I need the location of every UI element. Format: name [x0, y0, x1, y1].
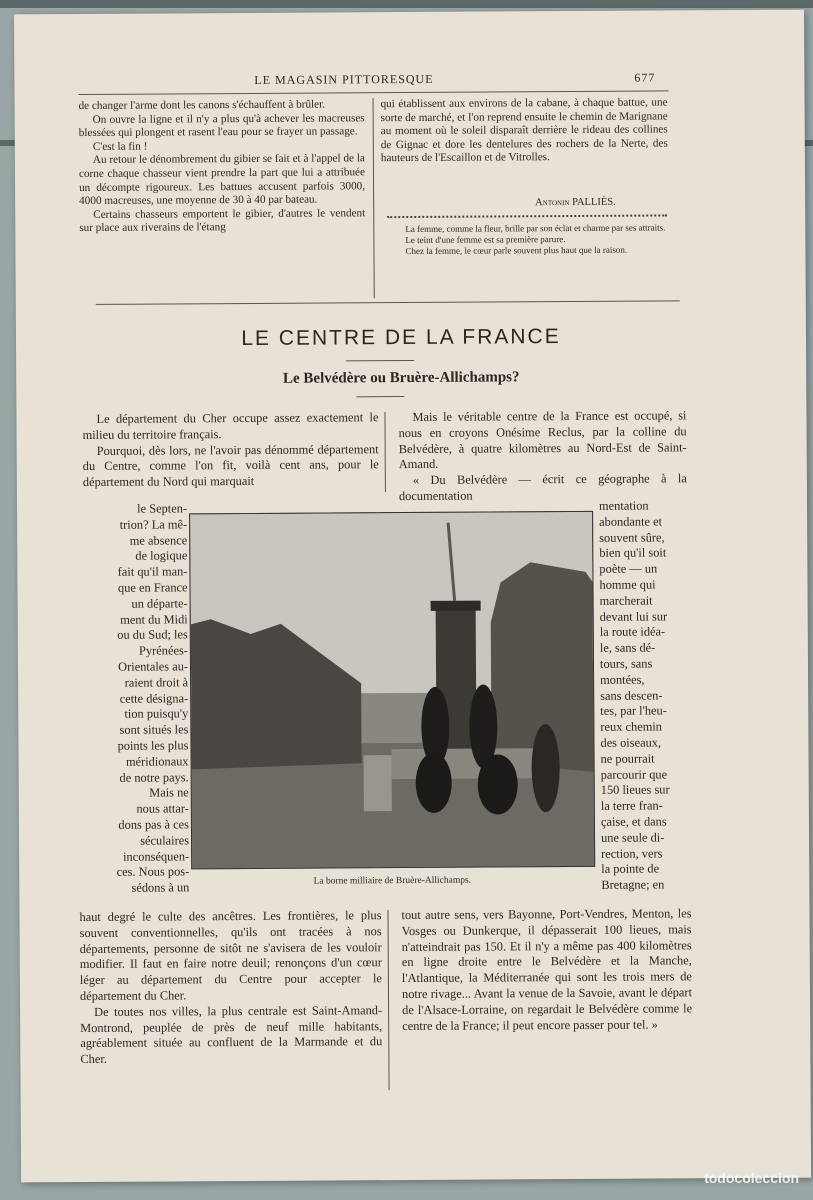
quotes-block [395, 222, 670, 257]
quote: Chez la femme, le cœur parle souvent plus haut que la raison. [405, 244, 628, 257]
right-column-top [398, 408, 687, 505]
text-line: la terre fran- [600, 798, 663, 813]
left-narrow-column [77, 501, 189, 897]
column-divider [387, 910, 389, 1090]
text-line: ces. Nous pos- [116, 864, 190, 880]
paragraph: de changer l'arme dont les canons s'échauffent à brûler. [78, 98, 326, 113]
text-line: ne pourrait [600, 751, 655, 766]
wood-plank [0, 0, 813, 8]
paragraph: Au retour le dénombrement du gibier se fait et à l'appel de la corne chaque chasseur vient prendre la part que lui a attribuée un décompte rigoureux. Les battues accusent parfois 3000, 4000 macreuses, une moyenne de 30 à 40 par bateau. [78, 152, 366, 208]
text-line: fait qu'il man- [117, 564, 188, 579]
top-right-column [381, 96, 668, 166]
paragraph: C'est la fin ! [92, 140, 148, 153]
text-line: nous attar- [136, 801, 189, 816]
text-line: me absence [129, 532, 188, 548]
text-line: rection, vers [601, 845, 663, 861]
text-line: de notre pays. [119, 769, 189, 785]
text-line: sans descen- [600, 688, 663, 703]
text-line: raient droit à [124, 675, 189, 690]
text-line: Bretagne; en [601, 877, 665, 892]
paragraph: Certains chasseurs emportent le gibier, d'autres le vendent sur place aux riverains de l'étang [79, 207, 366, 235]
text-line: marcherait [599, 593, 653, 608]
text-line: dons pas à ces [118, 817, 190, 832]
text-line: que en France [117, 580, 188, 595]
running-title: LE MAGASIN PITTORESQUE [254, 71, 434, 87]
photo-illustration [190, 512, 594, 868]
text-line: inconséquen- [123, 848, 190, 864]
paragraph: haut degré le culte des ancêtres. Les frontières, le plus souvent conventionnelles, qu'ils ont tracées à nos départements, personne de sitôt ne s'avisera de les vouloir modifier. Il faut en faire notre deuil; renonçons d'un cœur léger au département du Centre pour accepter le département du Cher. [79, 908, 382, 1004]
watermark-logo: todocoleccion [704, 1170, 799, 1186]
paragraph: On ouvre la ligne et il n'y a plus qu'à achever les macreuses blessées qui plongent et rasent l'eau pour se frayer un passage. [78, 111, 365, 140]
column-divider [384, 412, 385, 492]
paragraph: tout autre sens, vers Bayonne, Port-Vendres, Menton, les Vosges ou Dunkerque, il dépasserait 100 lieues, mais n'atteindrait pas 150. Et il n'y a même pas 400 kilomètres en ligne droite entre le Belvédère et la Manche, l'Atlantique, la Méditerranée qui sont les trois mers de notre rivage... Avant la venue de la Savoie, avant le départ de l'Alsace-Lorraine, on regardait le Belvédère comme le centre de la France; il peut encore passer pour tel. » [401, 906, 693, 1033]
text-line: ment du Midi [120, 611, 188, 627]
text-line: points les plus [117, 738, 189, 753]
text-line: çaise, et dans [600, 814, 667, 829]
text-line: tes, par l'heu- [600, 703, 667, 719]
paragraph: De toutes nos villes, la plus centrale est Saint-Amand-Montrond, peuplée de près de neuf mille habitants, agréablement située au confluent de la Marmande et du Cher. [80, 1002, 383, 1067]
right-column-bottom [401, 906, 692, 1034]
text-line: tours, sans [599, 656, 653, 671]
right-narrow-column [599, 498, 705, 894]
text-line: Mais ne [149, 785, 189, 800]
text-line: trion? La mê- [119, 517, 188, 532]
column-divider [373, 98, 375, 298]
section-rule [96, 300, 680, 305]
text-line: reux chemin [600, 719, 663, 735]
text-line: sont situés les [119, 722, 189, 737]
article-title: LE CENTRE DE LA FRANCE [241, 325, 561, 351]
magazine-page [14, 10, 811, 1183]
text-line: homme qui [599, 577, 656, 592]
title-rule [346, 360, 414, 361]
text-line: des oiseaux, [600, 735, 662, 750]
text-line: méridionaux [125, 754, 189, 769]
paragraph: qui établissent aux environs de la cabane, à chaque battue, une sorte de marché, et l'on reprend ensuite le chemin de Marignane au moment où le soleil disparaît derrière le rideau des collines de Gignac et dore les dentelures des rochers de la Nerte, des hauteurs de l'Escaillon et de Vitrolles. [380, 96, 668, 165]
text-line: 150 lieues sur [600, 782, 670, 798]
paragraph: Le département du Cher occupe assez exactement le milieu du territoire français. [82, 410, 379, 442]
paragraph: Pourquoi, dès lors, ne l'avoir pas dénommé département du Centre, comme l'on fit, voilà cent ans, pour le département du Nord qui marquait [82, 441, 379, 490]
text-line: ou du Sud; les [117, 627, 188, 643]
text-line: Pyrénées- [138, 643, 188, 658]
subtitle-rule [356, 396, 404, 397]
text-line: séculaires [140, 833, 190, 848]
photo-caption: La borne milliaire de Bruère-Allichamps. [313, 875, 472, 887]
text-line: tion puisqu'y [124, 706, 189, 722]
text-line: la pointe de [601, 861, 660, 877]
photograph [189, 511, 595, 869]
text-line: cette désigna- [119, 690, 189, 706]
paragraph: Mais le véritable centre de la France est occupé, si nous en croyons Onésime Reclus, par la colline du Belvédère, à quatre kilomètres au Nord-Est de Saint-Amand. [398, 408, 687, 472]
quote: Le teint d'une femme est sa première parure. [405, 234, 566, 246]
text-line: devant lui sur [599, 609, 668, 624]
text-line: souvent sûre, [599, 530, 665, 545]
author-signature: Antonin PALLIÈS. [535, 196, 616, 209]
text-line: la route idéa- [599, 624, 666, 640]
article-subtitle: Le Belvédère ou Bruère-Allichamps? [282, 369, 520, 387]
quote: La femme, comme la fleur, brille par son éclat et charme par ses attraits. [405, 222, 666, 235]
top-left-column [79, 98, 366, 236]
header-rule [78, 90, 668, 95]
text-line: abondante et [599, 514, 663, 529]
text-line: montées, [600, 672, 645, 687]
left-column-top [82, 410, 378, 491]
left-column-bottom [79, 908, 382, 1068]
text-line: poète — un [599, 561, 658, 577]
paragraph: « Du Belvédère — écrit ce géographe à la documentation [398, 471, 687, 504]
text-line: mentation [598, 498, 649, 513]
text-line: bien qu'il soit [599, 545, 667, 561]
ornament-rule [387, 214, 667, 218]
text-line: le Septen- [137, 501, 188, 516]
text-line: sédons à un [131, 880, 190, 895]
text-line: un départe- [131, 596, 188, 611]
text-line: le, sans dé- [599, 640, 656, 656]
text-line: Orientales au- [118, 659, 189, 674]
text-line: de logique [135, 548, 188, 564]
text-line: une seule di- [601, 830, 665, 845]
text-line: parcourir que [600, 766, 668, 782]
page-number: 677 [634, 70, 656, 85]
